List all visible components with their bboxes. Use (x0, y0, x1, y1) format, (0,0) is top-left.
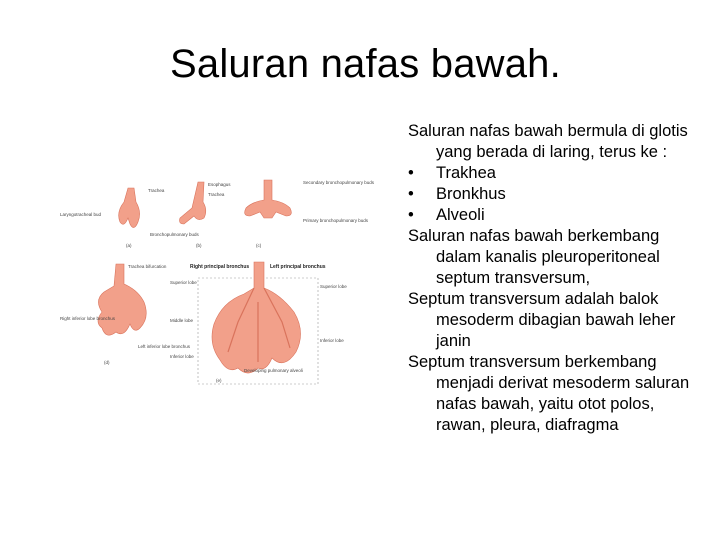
label-trachea2: Trachea (208, 192, 225, 197)
label-right-inferior: Right inferior lobe bronchus (60, 316, 116, 321)
label-panel-b: (b) (196, 243, 202, 248)
panel-a (60, 188, 165, 248)
label-laryngotracheal: Laryngotracheal bud (60, 212, 102, 217)
bullet-item (408, 205, 708, 226)
bullet-text: Bronkhus (436, 185, 506, 203)
body-paragraph: Saluran nafas bawah berkembang dalam kanalis pleuroperitoneal septum transversum, (408, 227, 660, 287)
label-left-inferior-bronchus: Left inferior lobe bronchus (138, 344, 191, 349)
body-paragraph: Septum transversum berkembang menjadi derivat mesoderm saluran nafas bawah, yaitu otot polos, rawan, pleura, diafragma (408, 353, 690, 434)
label-panel-d: (d) (104, 360, 110, 365)
panel-d (60, 264, 197, 365)
slide-body (408, 121, 708, 436)
label-panel-c: (c) (256, 243, 262, 248)
panel-e (190, 262, 347, 384)
label-inferior-lobe-l: Inferior lobe (320, 338, 344, 343)
label-right-principal: Right principal bronchus (190, 264, 250, 270)
label-developing-alveoli: Developing pulmonary alveoli (244, 368, 303, 373)
label-left-principal: Left principal bronchus (270, 264, 326, 270)
label-inferior-lobe-r: Inferior lobe (170, 354, 194, 359)
label-bronchopulmonary: Bronchopulmonary buds (150, 232, 199, 237)
bullet-item (408, 163, 708, 184)
label-trachea: Trachea (148, 188, 165, 193)
bullet-marker: • (408, 206, 414, 224)
label-superior-lobe-r: Superior lobe (170, 280, 197, 285)
bullet-text: Trakhea (436, 164, 496, 182)
bullet-item (408, 184, 708, 205)
body-paragraph: Septum transversum adalah balok mesoderm dibagian bawah leher janin (408, 290, 676, 350)
bullet-marker: • (408, 164, 414, 182)
label-primary: Primary bronchopulmonary buds (303, 218, 369, 223)
label-secondary: Secondary bronchopulmonary buds (303, 180, 375, 185)
label-panel-a: (a) (126, 243, 132, 248)
intro-paragraph: Saluran nafas bawah bermula di glotis yang berada di laring, terus ke : (408, 122, 688, 161)
label-panel-e: (e) (216, 378, 222, 383)
panel-c (245, 180, 375, 248)
label-superior-lobe-l: Superior lobe (320, 284, 347, 289)
bullet-text: Alveoli (436, 206, 485, 224)
bullet-marker: • (408, 185, 414, 203)
label-middle-lobe: Middle lobe (170, 318, 194, 323)
label-trachea-bifurcation: Trachea bifurcation (128, 264, 167, 269)
label-esophagus: Esophagus (208, 182, 231, 187)
slide-title: Saluran nafas bawah. (170, 42, 561, 86)
respiratory-development-illustration (58, 172, 375, 392)
